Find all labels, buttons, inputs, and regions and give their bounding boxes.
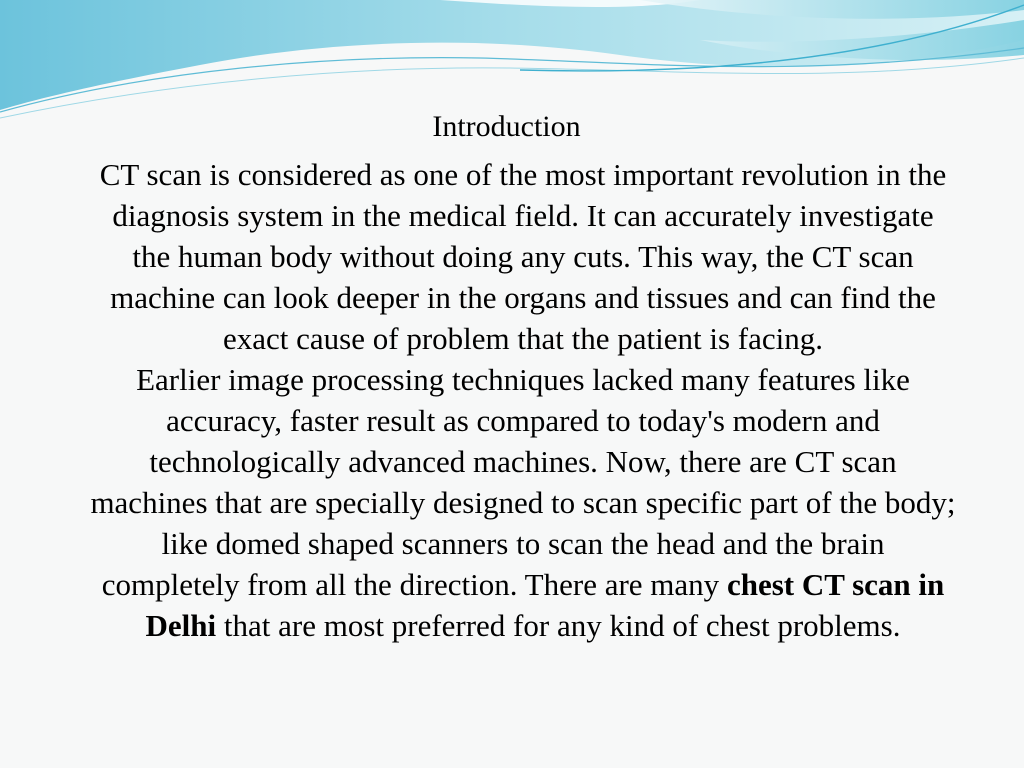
slide-body xyxy=(90,154,956,646)
slide-heading: Introduction xyxy=(432,110,581,143)
paragraph-2-text-start: Earlier image processing techniques lacked many features like accuracy, faster result as compared to today's modern and technologically advanced machines. Now, there are CT scan machines that are specially designed to scan specific part of the body; like domed shaped scanners to scan the head and the brain completely from all the direction. There are many xyxy=(90,362,956,602)
paragraph-2-text-end: that are most preferred for any kind of chest problems. xyxy=(216,608,901,643)
paragraph-2 xyxy=(90,359,956,646)
paragraph-1: CT scan is considered as one of the most important revolution in the diagnosis system in the medical field. It can accurately investigate the human body without doing any cuts. This way, the CT scan machine can look deeper in the organs and tissues and can find the exact cause of problem that the patient is facing. xyxy=(99,157,947,356)
chest-ct-scan-delhi-link[interactable]: chest CT scan in Delhi xyxy=(145,567,945,643)
